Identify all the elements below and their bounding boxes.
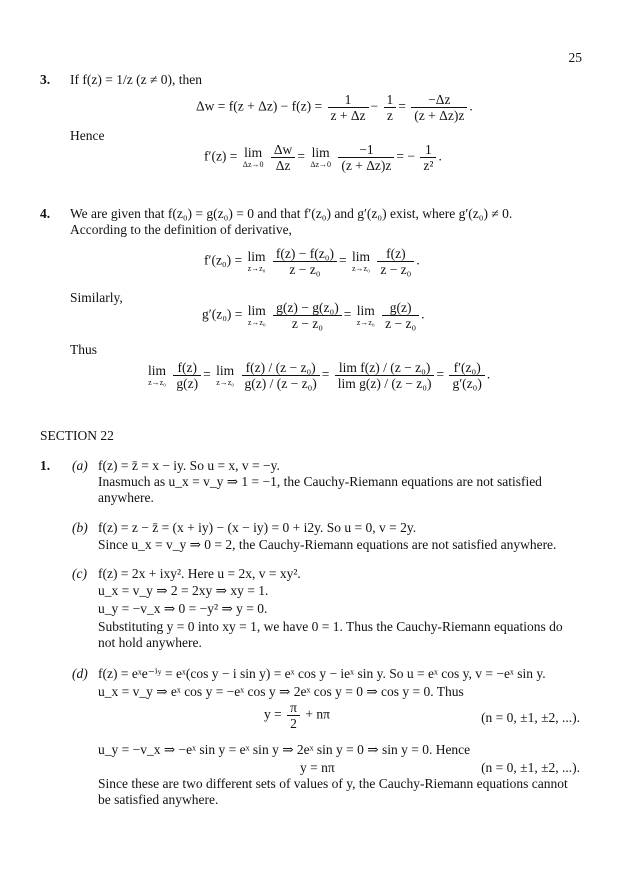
fraction bbox=[384, 92, 397, 123]
part-c-line-3: u_y = −v_x ⇒ 0 = −y² ⇒ y = 0. bbox=[98, 601, 268, 616]
lim-text: lim bbox=[216, 363, 235, 378]
problem-3-number: 3. bbox=[40, 72, 51, 87]
denominator: z − z₀ bbox=[385, 316, 417, 331]
part-c-line-5: not hold anywhere. bbox=[98, 635, 202, 650]
denominator: g(z) / (z − z₀) bbox=[244, 376, 317, 391]
part-d-condition-1: (n = 0, ±1, ±2, ...). bbox=[481, 710, 580, 725]
lim-subscript: z→z₀ bbox=[356, 318, 375, 327]
problem-4-equation-2: g′(z₀) = lim z→z₀ $\frac{\text{g(z) − g(z₀)}}{\text{z − z₀}}$ = lim z→z₀ $\frac{g(z)}{\text{z − z₀}}$ . bbox=[202, 300, 425, 331]
denominator: 2 bbox=[290, 716, 297, 731]
fraction bbox=[411, 92, 467, 123]
denominator: g(z) bbox=[176, 376, 199, 391]
eq-lhs: f′(z) = bbox=[204, 148, 238, 164]
limit bbox=[216, 364, 234, 387]
lim-subscript: Δz→0 bbox=[242, 160, 264, 169]
lim-subscript: Δz→0 bbox=[310, 160, 332, 169]
part-d-equation-1 bbox=[264, 700, 330, 731]
fraction bbox=[335, 360, 435, 391]
problem-3-equation-1: Δw = f(z + Δz) − f(z) = $\frac{1}{z + \Delta z}$ − $\frac{1}{z}$ = $\frac{-\Delta z}{(z + \Delta z)z}$ . bbox=[196, 92, 473, 123]
problem-4-equation-3: lim z→z₀ $\frac{f(z)}{g(z)}$ = lim z→z₀ $\frac{\text{f(z) / (z − z₀)}}{\text{g(z) / (z − z₀)}}$ = $\frac{\text{lim f(z) / (z − z₀)}}{\text{lim g(z) / (z − z₀)}}$ = $\frac{\text{f′(z₀)}}{\text{g′(z₀)}}$ . bbox=[148, 360, 491, 391]
part-d-line-1: f(z) = eˣe⁻ⁱʸ = eˣ(cos y − i sin y) = eˣ cos y − ieˣ sin y. So u = eˣ cos y, v = −eˣ sin y. bbox=[98, 666, 546, 681]
fraction bbox=[338, 142, 394, 173]
fraction bbox=[273, 246, 337, 277]
eq-rhs: + nπ bbox=[305, 706, 330, 722]
part-c-line-2: u_x = v_y ⇒ 2 = 2xy ⇒ xy = 1. bbox=[98, 583, 269, 598]
fraction bbox=[420, 142, 436, 173]
exercise-1-number: 1. bbox=[40, 458, 51, 473]
denominator: z − z₀ bbox=[380, 262, 412, 277]
problem-4-equation-1: f′(z₀) = lim z→z₀ $\frac{\text{f(z) − f(z₀)}}{\text{z − z₀}}$ = lim z→z₀ $\frac{f(z)}{\text{z − z₀}}$ . bbox=[204, 246, 420, 277]
numerator: g(z) − g(z₀) bbox=[273, 300, 342, 316]
part-a-line-1: f(z) = z̄ = x − iy. So u = x, v = −y. bbox=[98, 458, 280, 473]
page-number: 25 bbox=[568, 50, 582, 65]
fraction bbox=[377, 246, 414, 277]
numerator: −Δz bbox=[411, 92, 467, 108]
limit bbox=[148, 364, 166, 387]
part-d-condition-2: (n = 0, ±1, ±2, ...). bbox=[481, 760, 580, 775]
denominator: Δz bbox=[275, 158, 291, 173]
fraction bbox=[242, 360, 320, 391]
part-d-line-5: be satisfied anywhere. bbox=[98, 792, 219, 807]
limit bbox=[357, 304, 375, 327]
lim-text: lim bbox=[247, 249, 266, 264]
lim-text: lim bbox=[247, 303, 266, 318]
lim-text: lim bbox=[148, 363, 167, 378]
part-c-line-1: f(z) = 2x + ixy². Here u = 2x, v = xy². bbox=[98, 566, 301, 581]
numerator: f(z) bbox=[377, 246, 414, 262]
part-d-line-3: u_y = −v_x ⇒ −eˣ sin y = eˣ sin y ⇒ 2eˣ sin y = 0 ⇒ sin y = 0. Hence bbox=[98, 742, 471, 757]
lim-text: lim bbox=[244, 145, 263, 160]
numerator: 1 bbox=[328, 92, 369, 108]
fraction bbox=[271, 142, 295, 173]
lim-subscript: z→z₀ bbox=[247, 318, 266, 327]
lim-text: lim bbox=[356, 303, 375, 318]
lim-text: lim bbox=[351, 249, 370, 264]
problem-4-number: 4. bbox=[40, 206, 51, 221]
numerator: lim f(z) / (z − z₀) bbox=[335, 360, 435, 376]
part-b-line-1: f(z) = z − z̄ = (x + iy) − (x − iy) = 0 + i2y. So u = 0, v = 2y. bbox=[98, 520, 417, 535]
eq-lhs: Δw = f(z + Δz) − f(z) = bbox=[196, 98, 323, 114]
numerator: f(z) bbox=[173, 360, 201, 376]
part-a-line-3: anywhere. bbox=[98, 490, 154, 505]
hence-label: Hence bbox=[70, 128, 105, 143]
fraction bbox=[328, 92, 369, 123]
part-c-line-4: Substituting y = 0 into xy = 1, we have 0 = 1. Thus the Cauchy-Riemann equations do bbox=[98, 619, 563, 634]
eq-lhs: f′(z₀) = bbox=[204, 252, 243, 268]
problem-4-line-2: According to the definition of derivative, bbox=[70, 222, 292, 237]
part-d-equation-2: y = nπ bbox=[300, 760, 335, 775]
problem-3-equation-2: f′(z) = lim Δz→0 $\frac{\Delta w}{\Delta z}$ = lim Δz→0 $\frac{-1}{(z + \Delta z)z}$ = − $\frac{1}{\text{z²}}$ . bbox=[204, 142, 442, 173]
fraction bbox=[382, 300, 419, 331]
denominator: z² bbox=[423, 158, 434, 173]
fraction bbox=[449, 360, 484, 391]
numerator: 1 bbox=[384, 92, 397, 108]
denominator: z − z₀ bbox=[289, 262, 321, 277]
part-d-line-4: Since these are two different sets of values of y, the Cauchy-Riemann equations cannot bbox=[98, 776, 568, 791]
numerator: f(z) / (z − z₀) bbox=[242, 360, 320, 376]
fraction bbox=[273, 300, 342, 331]
denominator: z + Δz bbox=[330, 108, 366, 123]
problem-4-line-1: We are given that f(z₀) = g(z₀) = 0 and that f′(z₀) and g′(z₀) exist, where g′(z₀) ≠ 0. bbox=[70, 206, 513, 221]
lim-subscript: z→z₀ bbox=[247, 264, 266, 273]
numerator: −1 bbox=[338, 142, 394, 158]
lim-subscript: z→z₀ bbox=[148, 378, 166, 387]
limit bbox=[310, 146, 331, 169]
limit bbox=[248, 250, 266, 273]
lim-subscript: z→z₀ bbox=[352, 264, 370, 273]
denominator: (z + Δz)z bbox=[341, 158, 392, 173]
eq-lhs: y = bbox=[264, 706, 282, 722]
denominator: (z + Δz)z bbox=[414, 108, 465, 123]
denominator: z − z₀ bbox=[291, 316, 323, 331]
numerator: f′(z₀) bbox=[449, 360, 484, 376]
fraction bbox=[173, 360, 201, 391]
limit bbox=[248, 304, 266, 327]
denominator: g′(z₀) bbox=[452, 376, 482, 391]
lim-text: lim bbox=[311, 145, 330, 160]
fraction bbox=[287, 700, 300, 731]
section-heading: SECTION 22 bbox=[40, 428, 114, 443]
lim-subscript: z→z₀ bbox=[216, 378, 235, 387]
limit bbox=[243, 146, 264, 169]
eq-lhs: g′(z₀) = bbox=[202, 306, 243, 322]
denominator: lim g(z) / (z − z₀) bbox=[337, 376, 432, 391]
denominator: z bbox=[386, 108, 393, 123]
numerator: π bbox=[287, 700, 300, 716]
limit bbox=[352, 250, 370, 273]
numerator: f(z) − f(z₀) bbox=[273, 246, 337, 262]
part-d-line-2: u_x = v_y ⇒ eˣ cos y = −eˣ cos y ⇒ 2eˣ cos y = 0 ⇒ cos y = 0. Thus bbox=[98, 684, 464, 699]
part-c-label: (c) bbox=[72, 566, 87, 581]
part-a-label: (a) bbox=[72, 458, 88, 473]
numerator: g(z) bbox=[382, 300, 419, 316]
similarly-label: Similarly, bbox=[70, 290, 123, 305]
thus-label: Thus bbox=[70, 342, 97, 357]
part-b-label: (b) bbox=[72, 520, 88, 535]
part-b-line-2: Since u_x = v_y ⇒ 0 = 2, the Cauchy-Riemann equations are not satisfied anywhere. bbox=[98, 537, 557, 552]
numerator: Δw bbox=[271, 142, 295, 158]
part-d-label: (d) bbox=[72, 666, 88, 681]
part-a-line-2: Inasmuch as u_x = v_y ⇒ 1 = −1, the Cauchy-Riemann equations are not satisfied bbox=[98, 474, 542, 489]
numerator: 1 bbox=[420, 142, 436, 158]
problem-3-intro: If f(z) = 1/z (z ≠ 0), then bbox=[70, 72, 202, 87]
